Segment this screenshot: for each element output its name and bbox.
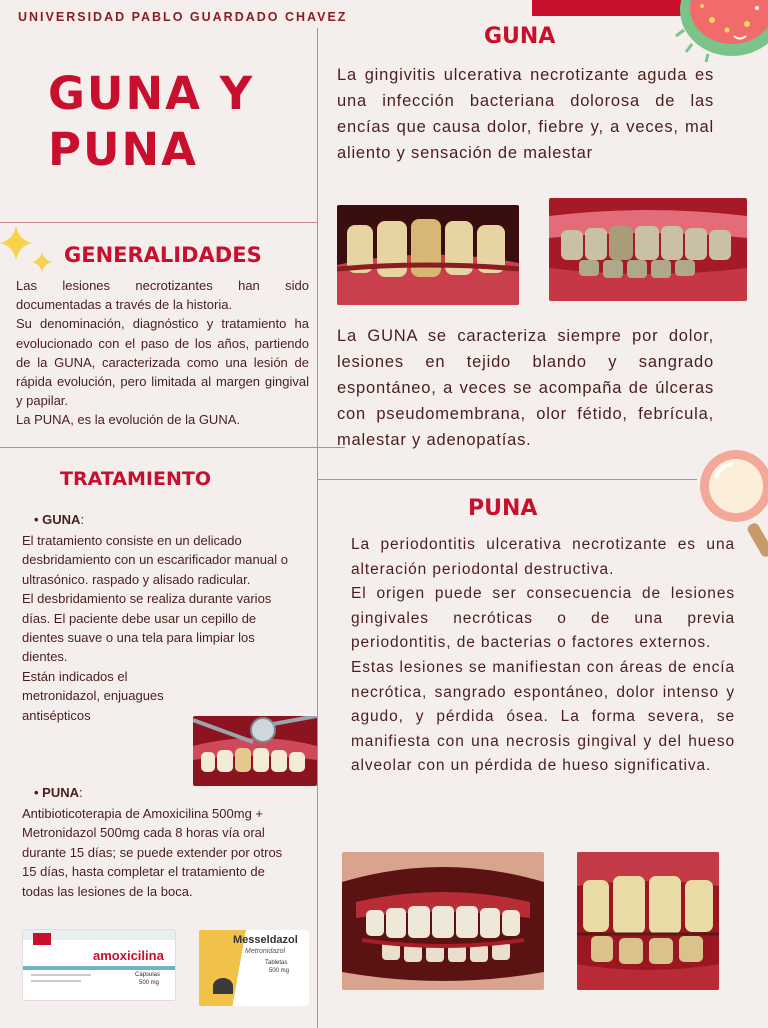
divider-puna	[317, 479, 697, 480]
heading-tratamiento: TRATAMIENTO	[60, 468, 211, 490]
sparkle-icon	[0, 226, 58, 278]
tratamiento-puna-text: Antibioticoterapia de Amoxicilina 500mg + Metronidazol 500mg cada 8 horas vía oral durante 15 días; se puede extender por otros 15 días, hasta completar el tratamiento de todas las lesiones de la boca.	[22, 806, 283, 899]
pharmacy-logo-icon	[213, 978, 233, 994]
heading-puna: PUNA	[468, 496, 538, 521]
guna-paragraph-2: La GUNA se caracteriza siempre por dolor, lesiones en tejido blando y sangrado espontáneo, a veces se acompaña de úlceras con pseudomembrana, olor fétido, febrícula, malestar y adenopatías.	[337, 327, 714, 449]
bullet-dot-icon: •	[34, 512, 43, 527]
tratamiento-guna-text	[22, 531, 292, 725]
puna-photo-2	[577, 852, 719, 990]
puna-line: Estas lesiones se manifiestan con áreas de encía necrótica, sangrado espontáneo, dolor intenso y agudo, y pérdida ósea. La forma severa, se manifiesta con una necrosis gingival y del hueso alveolar con un pérdida de hueso significativa.	[351, 658, 735, 775]
bacteria-icon	[672, 0, 768, 62]
tratamiento-guna-line: El desbridamiento se realiza durante varios días. El paciente debe usar un cepillo de dientes suave o una tela para limpiar los dientes.	[22, 591, 272, 665]
bullet-guna: • GUNA:	[34, 512, 85, 527]
guna-photo-1	[337, 205, 519, 305]
messeldazol-box	[199, 930, 309, 1006]
amox-caps: Cápsulas	[135, 972, 161, 978]
page-title	[48, 66, 308, 178]
bullet-guna-label: GUNA	[42, 512, 81, 527]
puna-line: La periodontitis ulcerativa necrotizante es una alteración periodontal destructiva.	[351, 536, 735, 578]
title-line1: GUNA Y	[48, 67, 255, 120]
metro-generic: Metronidazol	[245, 948, 286, 955]
amox-brand: amoxicilina	[93, 948, 164, 963]
tratamiento-guna-line: El tratamiento consiste en un delicado desbridamiento con un escarificador manual o ultrasónico. raspado y alisado radicular.	[22, 533, 288, 587]
dental-tools-image	[193, 716, 317, 786]
divider-tratamiento	[0, 447, 345, 448]
university-name: UNIVERSIDAD PABLO GUARDADO CHAVEZ	[18, 10, 348, 24]
top-red-bar	[532, 0, 682, 16]
generalidades-line: La PUNA, es la evolución de la GUNA.	[16, 412, 240, 428]
generalidades-line: Su denominación, diagnóstico y tratamiento ha evolucionado con el paso de los años, partiendo de la GUNA, caracterizada como una lesión de rápida evolución, pero limitada al margen gingival y papilar.	[16, 316, 309, 409]
guna-photo-2	[549, 198, 747, 301]
metro-brand: Messeldazol	[233, 934, 298, 946]
puna-line: El origen puede ser consecuencia de lesiones gingivales necróticas o de una previa periodontitis, de bacterias o factores externos.	[351, 585, 735, 652]
puna-text	[351, 533, 735, 779]
bullet-puna-label: PUNA	[42, 785, 80, 800]
metro-dose: 500 mg	[269, 968, 290, 974]
brand-logo-icon	[33, 933, 51, 945]
amox-dose: 500 mg	[139, 980, 160, 986]
heading-generalidades: GENERALIDADES	[64, 243, 262, 267]
guna-paragraph-1: La gingivitis ulcerativa necrotizante aguda es una infección bacteriana dolorosa de las encías que causa dolor, fiebre y, a veces, mal aliento y sensación de malestar	[337, 66, 714, 162]
column-divider	[317, 28, 318, 1028]
generalidades-line: Las lesiones necrotizantes han sido documentadas a través de la historia.	[16, 278, 309, 313]
bullet-dot-icon: •	[34, 785, 43, 800]
bullet-puna: • PUNA:	[34, 785, 83, 800]
heading-guna: GUNA	[484, 24, 556, 49]
divider-generalidades	[0, 222, 317, 223]
title-line2: PUNA	[48, 123, 199, 176]
tratamiento-guna-line: Están indicados el metronidazol, enjuagues antisépticos	[22, 668, 164, 723]
metro-form: Tabletas	[265, 960, 288, 966]
generalidades-text	[16, 276, 309, 430]
puna-photo-1	[342, 852, 544, 990]
amoxicilina-box	[23, 930, 175, 1000]
